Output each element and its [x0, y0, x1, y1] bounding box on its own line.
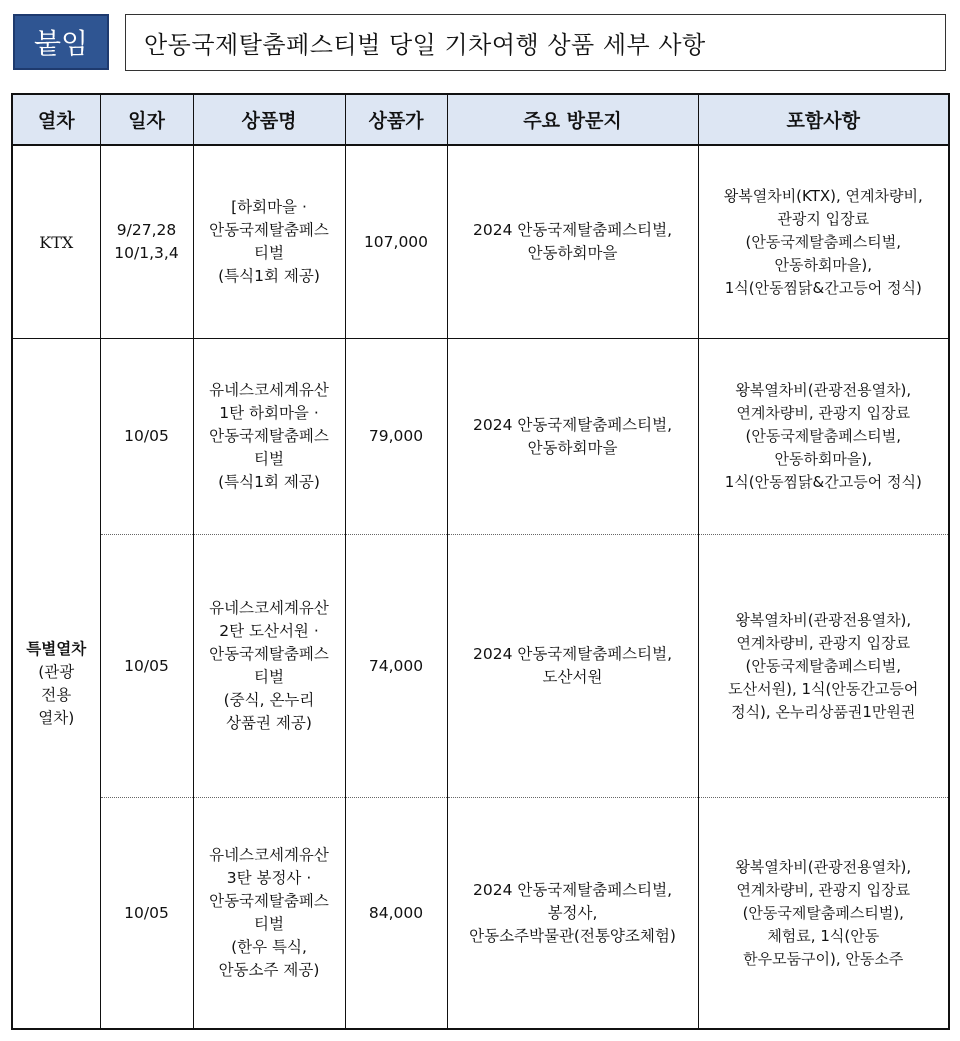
product-name-cell: 유네스코세계유산 2탄 도산서원 · 안동국제탈춤페스 티벌 (중식, 온누리 상품권 제공) — [193, 535, 345, 798]
includes-cell: 왕복열차비(관광전용열차), 연계차량비, 관광지 입장료 (안동국제탈춤페스티벌, 도산서원), 1식(안동간고등어 정식), 온누리상품권1만원권 — [698, 535, 949, 798]
table-header-row — [12, 94, 949, 145]
special-train-cell: 특별열차 (관광 전용 열차) — [12, 339, 100, 1030]
document-header — [0, 0, 960, 80]
product-name-cell: 유네스코세계유산 3탄 봉정사 · 안동국제탈춤페스 티벌 (한우 특식, 안동소주 제공) — [193, 798, 345, 1030]
includes-cell: 왕복열차비(관광전용열차), 연계차량비, 관광지 입장료 (안동국제탈춤페스티벌), 체험료, 1식(안동 한우모둠구이), 안동소주 — [698, 798, 949, 1030]
price-cell: 79,000 — [345, 339, 447, 535]
table-row — [12, 145, 949, 339]
visits-cell: 2024 안동국제탈춤페스티벌, 안동하회마을 — [447, 145, 698, 339]
col-header-visits: 주요 방문지 — [447, 94, 698, 145]
col-header-train: 열차 — [12, 94, 100, 145]
visits-cell: 2024 안동국제탈춤페스티벌, 도산서원 — [447, 535, 698, 798]
includes-cell: 왕복열차비(KTX), 연계차량비, 관광지 입장료 (안동국제탈춤페스티벌, 안동하회마을), 1식(안동찜닭&간고등어 정식) — [698, 145, 949, 339]
includes-cell: 왕복열차비(관광전용열차), 연계차량비, 관광지 입장료 (안동국제탈춤페스티벌, 안동하회마을), 1식(안동찜닭&간고등어 정식) — [698, 339, 949, 535]
price-cell: 107,000 — [345, 145, 447, 339]
document-title: 안동국제탈춤페스티벌 당일 기차여행 상품 세부 사항 — [125, 14, 946, 71]
visits-cell: 2024 안동국제탈춤페스티벌, 안동하회마을 — [447, 339, 698, 535]
train-type-cell: KTX — [12, 145, 100, 339]
product-table — [11, 93, 950, 1030]
price-cell: 74,000 — [345, 535, 447, 798]
product-name-cell: [하회마을 · 안동국제탈춤페스 티벌 (특식1회 제공) — [193, 145, 345, 339]
date-cell: 10/05 — [100, 339, 193, 535]
date-cell: 9/27,28 10/1,3,4 — [100, 145, 193, 339]
col-header-product: 상품명 — [193, 94, 345, 145]
date-cell: 10/05 — [100, 535, 193, 798]
price-cell: 84,000 — [345, 798, 447, 1030]
col-header-date: 일자 — [100, 94, 193, 145]
visits-cell: 2024 안동국제탈춤페스티벌, 봉정사, 안동소주박물관(전통양조체험) — [447, 798, 698, 1030]
product-name-cell: 유네스코세계유산 1탄 하회마을 · 안동국제탈춤페스 티벌 (특식1회 제공) — [193, 339, 345, 535]
table-row — [12, 339, 949, 535]
table-row — [12, 798, 949, 1030]
col-header-includes: 포함사항 — [698, 94, 949, 145]
table-row — [12, 535, 949, 798]
col-header-price: 상품가 — [345, 94, 447, 145]
date-cell: 10/05 — [100, 798, 193, 1030]
attachment-badge: 붙임 — [13, 14, 109, 70]
